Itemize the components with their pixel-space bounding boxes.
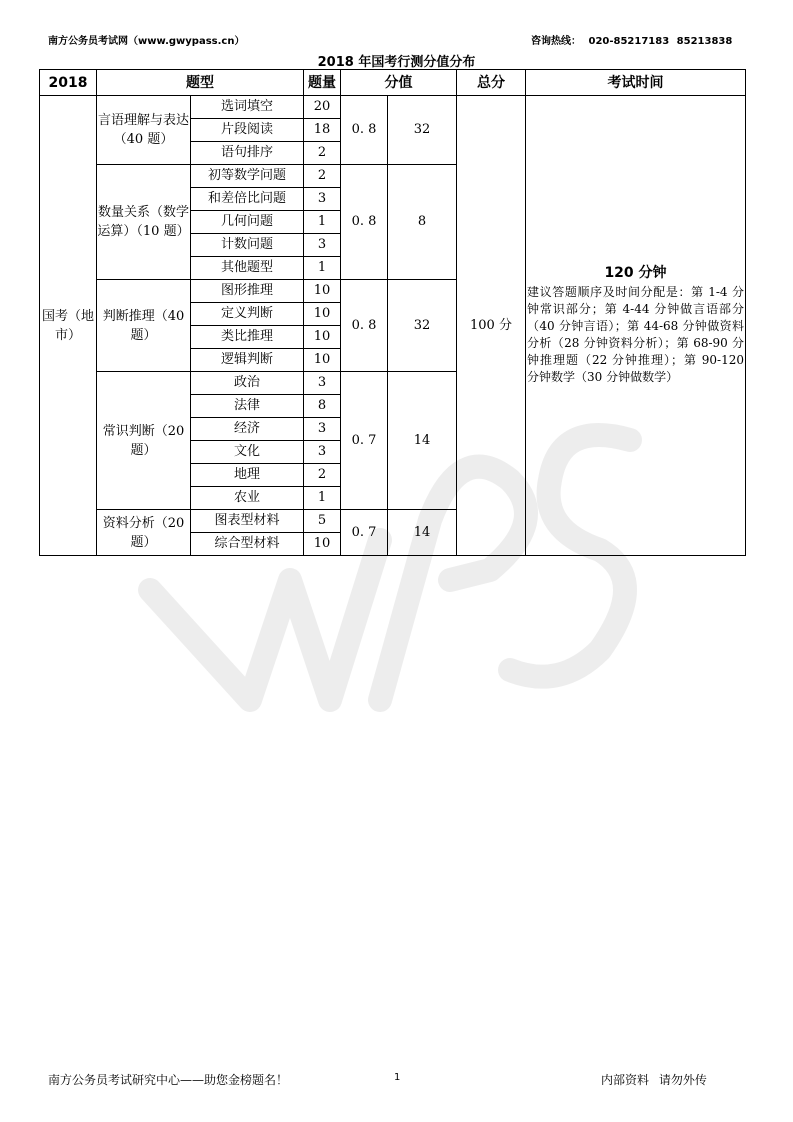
subtype-count: 3 — [304, 441, 341, 464]
category-score: 14 — [388, 372, 457, 510]
footer-slogan: 南方公务员考试研究中心——助您金榜题名！ — [48, 1073, 289, 1087]
header-time: 考试时间 — [526, 70, 746, 96]
table-header-row — [40, 70, 746, 96]
table-row — [40, 96, 746, 119]
header-score: 分值 — [341, 70, 457, 96]
subtype-count: 3 — [304, 234, 341, 257]
subtype-count: 18 — [304, 119, 341, 142]
category-score: 32 — [388, 96, 457, 165]
subtype-name: 地理 — [191, 464, 304, 487]
region-cell: 国考（地市） — [40, 96, 97, 556]
subtype-name: 定义判断 — [191, 303, 304, 326]
subtype-count: 5 — [304, 510, 341, 533]
subtype-name: 经济 — [191, 418, 304, 441]
subtype-count: 3 — [304, 418, 341, 441]
subtype-name: 法律 — [191, 395, 304, 418]
subtype-name: 和差倍比问题 — [191, 188, 304, 211]
subtype-name: 片段阅读 — [191, 119, 304, 142]
exam-time-body: 建议答题顺序及时间分配是：第 1-4 分钟常识部分；第 4-44 分钟做言语部分（40 分钟言语）；第 44-68 分钟做资料分析（28 分钟资料分析）；第 68-90 分钟推理题（22 分钟推理）；第 90-120 分钟数学（30 分钟做数学） — [527, 285, 744, 384]
subtype-name: 农业 — [191, 487, 304, 510]
footer-page-number: 1 — [394, 1072, 401, 1083]
subtype-name: 语句排序 — [191, 142, 304, 165]
category-score: 8 — [388, 165, 457, 280]
subtype-name: 综合型材料 — [191, 533, 304, 556]
category-name: 言语理解与表达（40 题） — [97, 96, 191, 165]
subtype-name: 选词填空 — [191, 96, 304, 119]
hotline-label: 咨询热线： — [531, 36, 581, 47]
subtype-name: 政治 — [191, 372, 304, 395]
subtype-count: 10 — [304, 280, 341, 303]
subtype-name: 几何问题 — [191, 211, 304, 234]
category-name: 常识判断（20 题） — [97, 372, 191, 510]
subtype-count: 2 — [304, 142, 341, 165]
per-question-score: 0. 7 — [341, 372, 388, 510]
subtype-count: 8 — [304, 395, 341, 418]
hotline-numbers: 020-85217183 85213838 — [588, 36, 733, 47]
subtype-name: 逻辑判断 — [191, 349, 304, 372]
page-title: 2018 年国考行测分值分布 — [317, 55, 476, 70]
footer-notice: 内部资料 请勿外传 — [601, 1073, 707, 1087]
per-question-score: 0. 8 — [341, 280, 388, 372]
subtype-name: 其他题型 — [191, 257, 304, 280]
header-type: 题型 — [97, 70, 304, 96]
subtype-name: 初等数学问题 — [191, 165, 304, 188]
score-distribution-table — [39, 69, 746, 556]
subtype-count: 10 — [304, 303, 341, 326]
per-question-score: 0. 8 — [341, 165, 388, 280]
header-hotline — [531, 32, 732, 47]
subtype-name: 图表型材料 — [191, 510, 304, 533]
exam-time-head: 120 分钟 — [604, 265, 667, 281]
category-name: 判断推理（40 题） — [97, 280, 191, 372]
category-name: 资料分析（20 题） — [97, 510, 191, 556]
subtype-count: 2 — [304, 464, 341, 487]
subtype-count: 10 — [304, 349, 341, 372]
subtype-count: 1 — [304, 211, 341, 234]
subtype-count: 10 — [304, 533, 341, 556]
header-total: 总分 — [457, 70, 526, 96]
exam-time-cell — [526, 96, 746, 556]
subtype-name: 文化 — [191, 441, 304, 464]
per-question-score: 0. 8 — [341, 96, 388, 165]
total-score: 100 分 — [457, 96, 526, 556]
subtype-count: 1 — [304, 487, 341, 510]
subtype-count: 1 — [304, 257, 341, 280]
category-score: 14 — [388, 510, 457, 556]
subtype-count: 20 — [304, 96, 341, 119]
per-question-score: 0. 7 — [341, 510, 388, 556]
header-year: 2018 — [40, 70, 97, 96]
subtype-name: 类比推理 — [191, 326, 304, 349]
subtype-count: 2 — [304, 165, 341, 188]
header-count: 题量 — [304, 70, 341, 96]
header-site: 南方公务员考试网（www.gwypass.cn） — [48, 36, 245, 47]
subtype-count: 3 — [304, 188, 341, 211]
category-score: 32 — [388, 280, 457, 372]
subtype-count: 10 — [304, 326, 341, 349]
subtype-count: 3 — [304, 372, 341, 395]
subtype-name: 计数问题 — [191, 234, 304, 257]
subtype-name: 图形推理 — [191, 280, 304, 303]
category-name: 数量关系（数学运算）（10 题） — [97, 165, 191, 280]
